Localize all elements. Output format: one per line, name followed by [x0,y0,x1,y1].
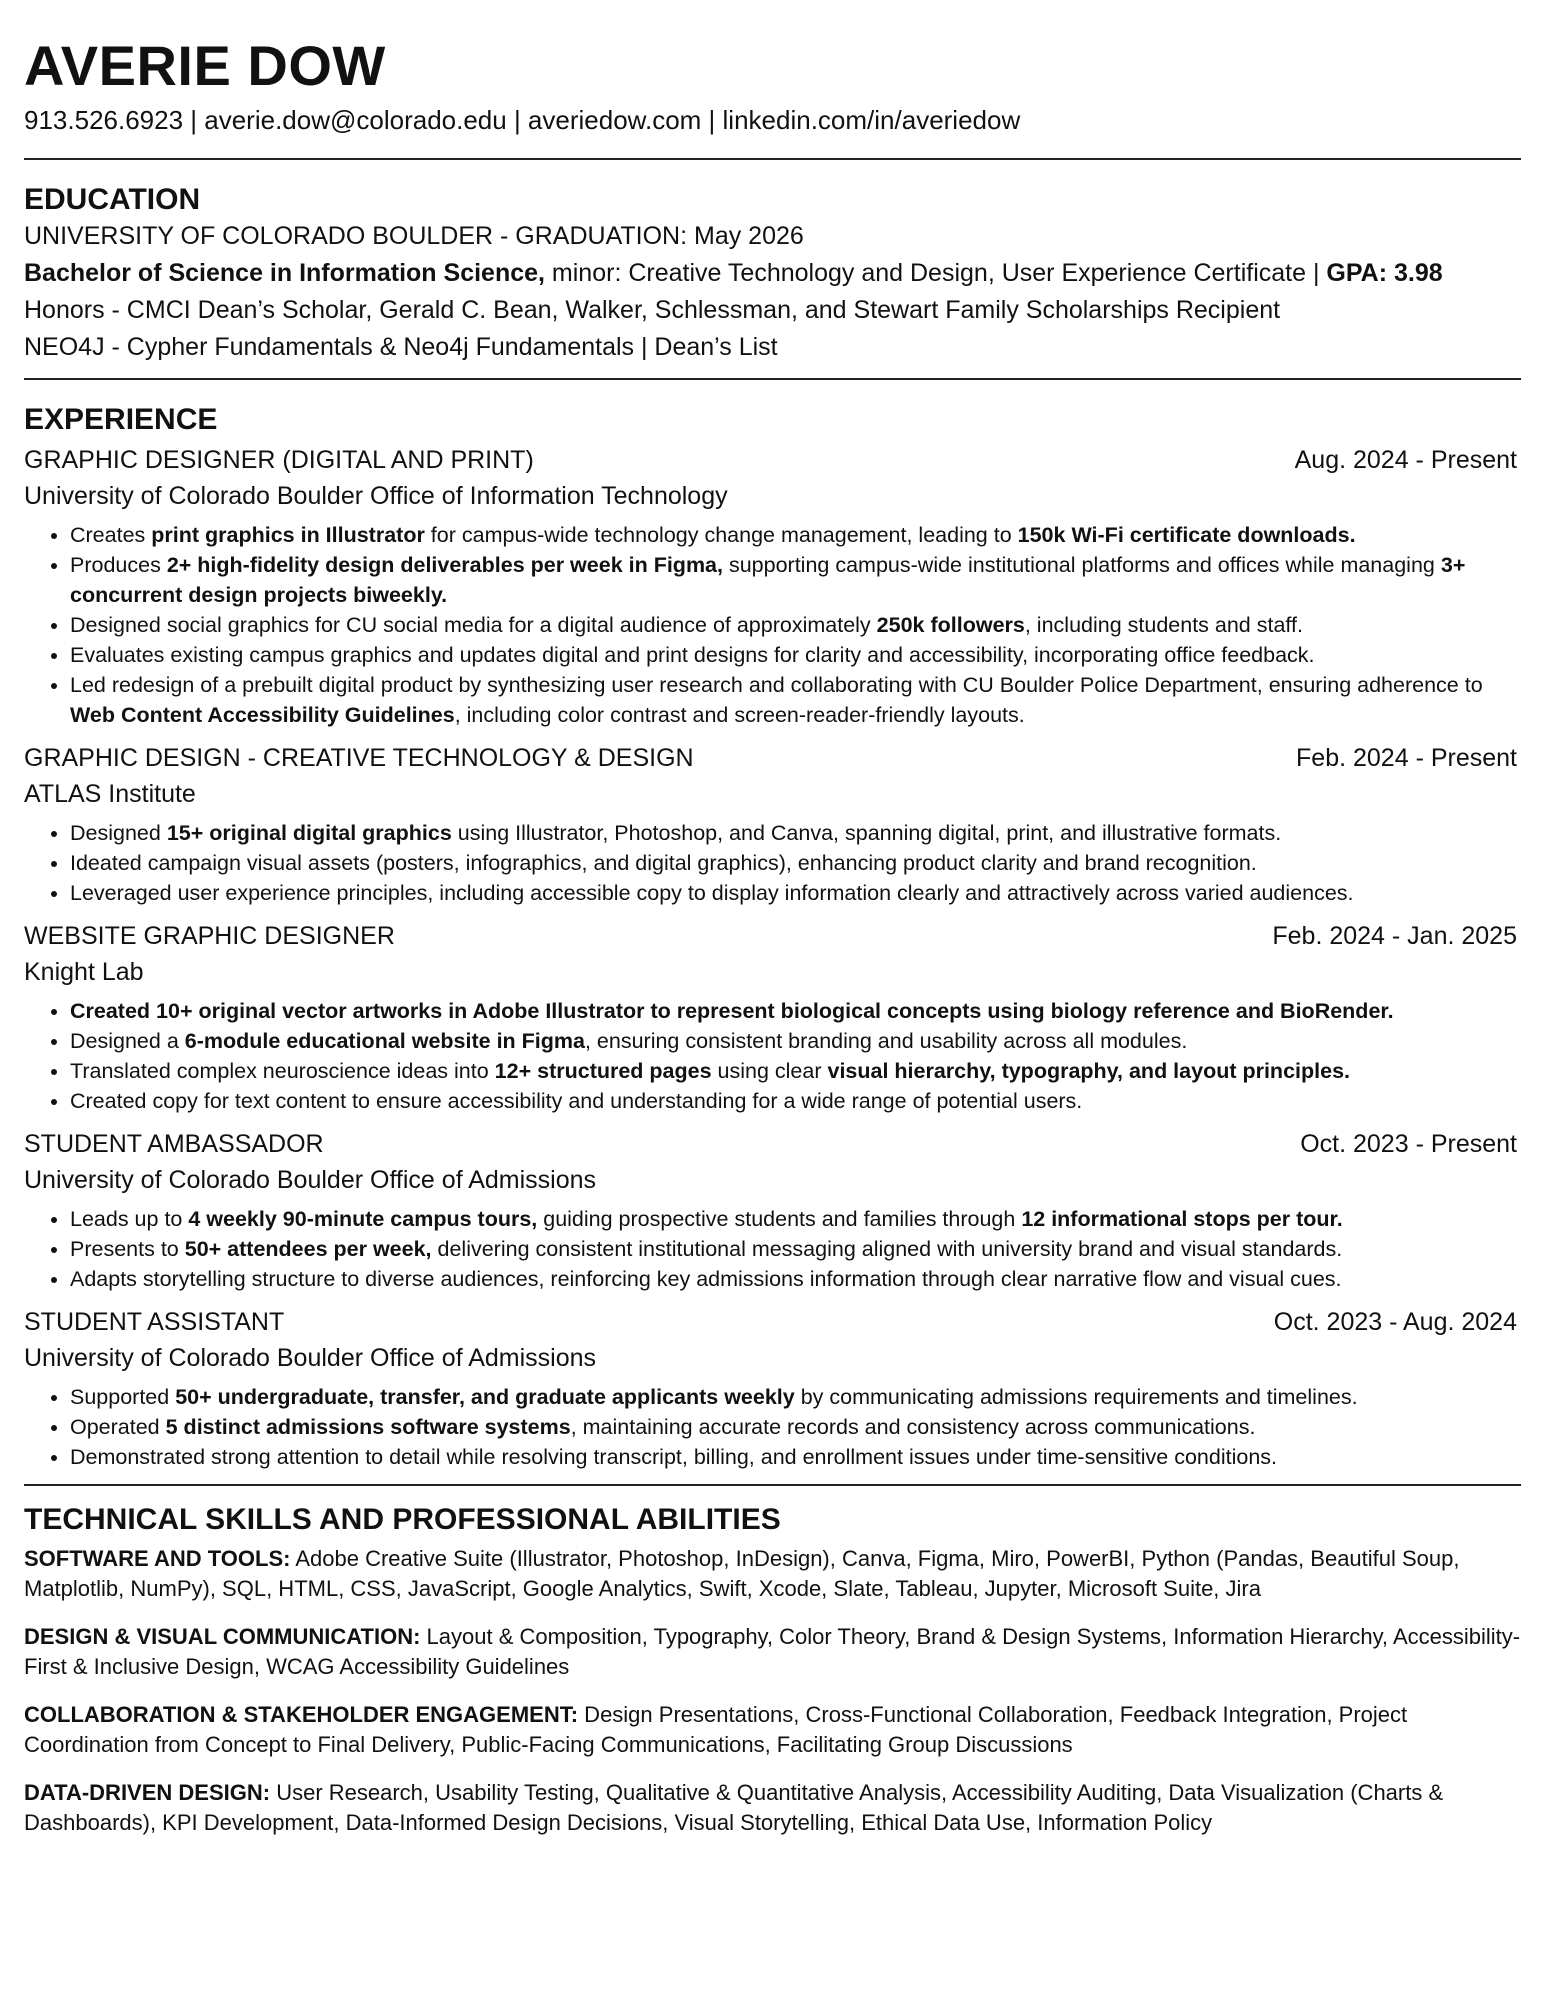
bullet-text: Ideated campaign visual assets (posters, infographics, and digital graphics), enhancing product clarity and brand recognition. [70,851,1257,875]
section-title-experience: EXPERIENCE [24,403,218,436]
skill-group [24,1778,1521,1838]
bullet-item [70,1412,1521,1442]
bullet-item [70,1204,1521,1234]
bullet-highlight: 5 distinct admissions software systems [165,1415,571,1439]
job-organization: University of Colorado Boulder Office of Admissions [24,1166,597,1194]
bullet-text: delivering consistent institutional messaging aligned with university brand and visual standards. [431,1237,1343,1261]
bullet-highlight: 2+ high-fidelity design deliverables per week in Figma, [166,553,723,577]
bullet-item [70,640,1521,670]
certifications-line [24,329,1521,366]
skill-group-label: SOFTWARE AND TOOLS: [24,1546,291,1571]
honors-label: Honors [24,296,105,324]
bullet-text: Operated [70,1415,166,1439]
education-section [24,160,1521,378]
bullet-text: Designed [70,821,167,845]
job-title: WEBSITE GRAPHIC DESIGNER [24,922,395,950]
bullet-highlight: 250k followers [876,613,1025,637]
bullet-text: , including students and staff. [1024,613,1303,637]
bullet-text: Leads up to [70,1207,189,1231]
bullet-item [70,520,1521,550]
experience-section [24,380,1521,1484]
bullet-text: Produces [70,553,167,577]
job-dates: Oct. 2023 - Aug. 2024 [1273,1308,1517,1336]
bullet-item [70,1086,1521,1116]
section-title-skills: TECHNICAL SKILLS AND PROFESSIONAL ABILITIES [24,1503,781,1536]
bullet-highlight: print graphics in Illustrator [151,523,425,547]
job-header [24,442,1521,478]
bullet-text: guiding prospective students and families through [537,1207,1022,1231]
bullet-item [70,996,1521,1026]
bullet-text: for campus-wide technology change management, leading to [424,523,1018,547]
degree-line [24,255,1521,292]
job-entry [24,1304,1521,1472]
bullet-highlight: 12 informational stops per tour. [1021,1207,1343,1231]
degree-details: minor: Creative Technology and Design, User Experience Certificate | [544,259,1327,287]
job-bullets [24,996,1521,1116]
job-organization: Knight Lab [24,958,144,986]
skill-group [24,1622,1521,1682]
certifications-label: NEO4J [24,333,105,361]
bullet-text: Adapts storytelling structure to diverse audiences, reinforcing key admissions information through clear narrative flow and visual cues. [70,1267,1342,1291]
bullet-text: Led redesign of a prebuilt digital product by synthesizing user research and collaborating with CU Boulder Police Department, ensuring adherence to [70,673,1483,697]
job-entry [24,918,1521,1116]
skills-list [24,1544,1521,1838]
bullet-text: Created copy for text content to ensure accessibility and understanding for a wide range of potential users. [70,1089,1083,1113]
bullet-highlight: 50+ undergraduate, transfer, and graduate applicants weekly [175,1385,795,1409]
bullet-text: supporting campus-wide institutional platforms and offices while managing [723,553,1441,577]
bullet-highlight: 150k Wi-Fi certificate downloads. [1017,523,1356,547]
job-dates: Aug. 2024 - Present [1294,446,1517,474]
job-dates: Feb. 2024 - Present [1296,744,1517,772]
job-bullets [24,520,1521,730]
job-entry [24,740,1521,908]
skill-group [24,1700,1521,1760]
bullet-item [70,1056,1521,1086]
skill-group-items: Layout & Composition, Typography, Color Theory, Brand & Design Systems, Information Hierarchy, Accessibility-First & Inclusive Design, WCAG Accessibility Guidelines [24,1624,1521,1679]
bullet-highlight: 3+ concurrent design projects biweekly. [70,553,1466,607]
bullet-text: , including color contrast and screen-reader-friendly layouts. [454,703,1025,727]
bullet-highlight: 6-module educational website in Figma [184,1029,585,1053]
bullet-highlight: 12+ structured pages [494,1059,712,1083]
bullet-text: Translated complex neuroscience ideas into [70,1059,495,1083]
bullet-text: Supported [70,1385,176,1409]
contact-info: 913.526.6923 | averie.dow@colorado.edu | averiedow.com | linkedin.com/in/averiedow [24,105,1021,135]
job-dates: Oct. 2023 - Present [1300,1130,1517,1158]
bullet-item [70,878,1521,908]
bullet-text: , maintaining accurate records and consistency across communications. [570,1415,1256,1439]
bullet-text: using clear [711,1059,828,1083]
bullet-highlight: 15+ original digital graphics [166,821,452,845]
bullet-text: Designed a [70,1029,185,1053]
bullet-text: Demonstrated strong attention to detail while resolving transcript, billing, and enrollment issues under time-sensitive conditions. [70,1445,1278,1469]
bullet-highlight: visual hierarchy, typography, and layout principles. [827,1059,1350,1083]
bullet-text: Evaluates existing campus graphics and updates digital and print designs for clarity and accessibility, incorporating office feedback. [70,643,1315,667]
degree-name: Bachelor of Science in Information Science, [24,259,545,287]
honors-details: - CMCI Dean’s Scholar, Gerald C. Bean, Walker, Schlessman, and Stewart Family Scholarships Recipient [104,296,1281,324]
bullet-item [70,848,1521,878]
bullet-text: by communicating admissions requirements and timelines. [794,1385,1358,1409]
bullet-item [70,1382,1521,1412]
job-bullets [24,818,1521,908]
job-title: GRAPHIC DESIGN - CREATIVE TECHNOLOGY & DESIGN [24,744,694,772]
bullet-text: Creates [70,523,152,547]
section-title-education: EDUCATION [24,183,201,216]
bullet-text: using Illustrator, Photoshop, and Canva, spanning digital, print, and illustrative formats. [451,821,1282,845]
jobs-list [24,442,1521,1472]
bullet-text: Designed social graphics for CU social media for a digital audience of approximately [70,613,877,637]
job-organization: ATLAS Institute [24,780,196,808]
bullet-highlight: 50+ attendees per week, [184,1237,432,1261]
bullet-item [70,610,1521,640]
bullet-item [70,550,1521,610]
bullet-item [70,1264,1521,1294]
bullet-item [70,1234,1521,1264]
skills-section [24,1486,1521,1838]
job-organization: University of Colorado Boulder Office of Information Technology [24,482,728,510]
job-header [24,918,1521,954]
job-organization: University of Colorado Boulder Office of Admissions [24,1344,597,1372]
gpa: GPA: 3.98 [1326,259,1443,287]
bullet-item [70,818,1521,848]
honors-line [24,292,1521,329]
bullet-highlight: 4 weekly 90-minute campus tours, [188,1207,538,1231]
job-title: STUDENT AMBASSADOR [24,1130,324,1158]
skill-group [24,1544,1521,1604]
school-line: UNIVERSITY OF COLORADO BOULDER - GRADUATION: May 2026 [24,222,804,250]
bullet-text: Leveraged user experience principles, including accessible copy to display information clearly and attractively across varied audiences. [70,881,1354,905]
skill-group-label: DATA-DRIVEN DESIGN: [24,1780,271,1805]
job-title: STUDENT ASSISTANT [24,1308,285,1336]
bullet-text: Presents to [70,1237,185,1261]
job-title: GRAPHIC DESIGNER (DIGITAL AND PRINT) [24,446,534,474]
job-header [24,1126,1521,1162]
bullet-item [70,1026,1521,1056]
job-bullets [24,1204,1521,1294]
job-entry [24,1126,1521,1294]
job-dates: Feb. 2024 - Jan. 2025 [1272,922,1517,950]
skill-group-label: COLLABORATION & STAKEHOLDER ENGAGEMENT: [24,1702,579,1727]
certifications-details: - Cypher Fundamentals & Neo4j Fundamentals | Dean’s List [104,333,778,361]
skill-group-items: User Research, Usability Testing, Qualitative & Quantitative Analysis, Accessibility Auditing, Data Visualization (Charts & Dashboards), KPI Development, Data-Informed Design Decisions, Visual Storytelling, Ethical Data Use, Information Policy [24,1780,1444,1835]
bullet-highlight: Created 10+ original vector artworks in Adobe Illustrator to represent biological concepts using biology reference and BioRender. [70,999,1394,1023]
candidate-name: AVERIE DOW [24,34,386,97]
job-bullets [24,1382,1521,1472]
bullet-item [70,1442,1521,1472]
skill-group-label: DESIGN & VISUAL COMMUNICATION: [24,1624,421,1649]
job-header [24,1304,1521,1340]
job-entry [24,442,1521,730]
skill-group-items: Adobe Creative Suite (Illustrator, Photoshop, InDesign), Canva, Figma, Miro, PowerBI, Python (Pandas, Beautiful Soup, Matplotlib, NumPy), SQL, HTML, CSS, JavaScript, Google Analytics, Swift, Xcode, Slate, Tableau, Jupyter, Microsoft Suite, Jira [24,1546,1460,1601]
skill-group-items: Design Presentations, Cross-Functional Collaboration, Feedback Integration, Project Coordination from Concept to Final Delivery, Public-Facing Communications, Facilitating Group Discussions [24,1702,1408,1757]
bullet-highlight: Web Content Accessibility Guidelines [70,703,455,727]
bullet-item [70,670,1521,730]
job-header [24,740,1521,776]
bullet-text: , ensuring consistent branding and usability across all modules. [584,1029,1188,1053]
